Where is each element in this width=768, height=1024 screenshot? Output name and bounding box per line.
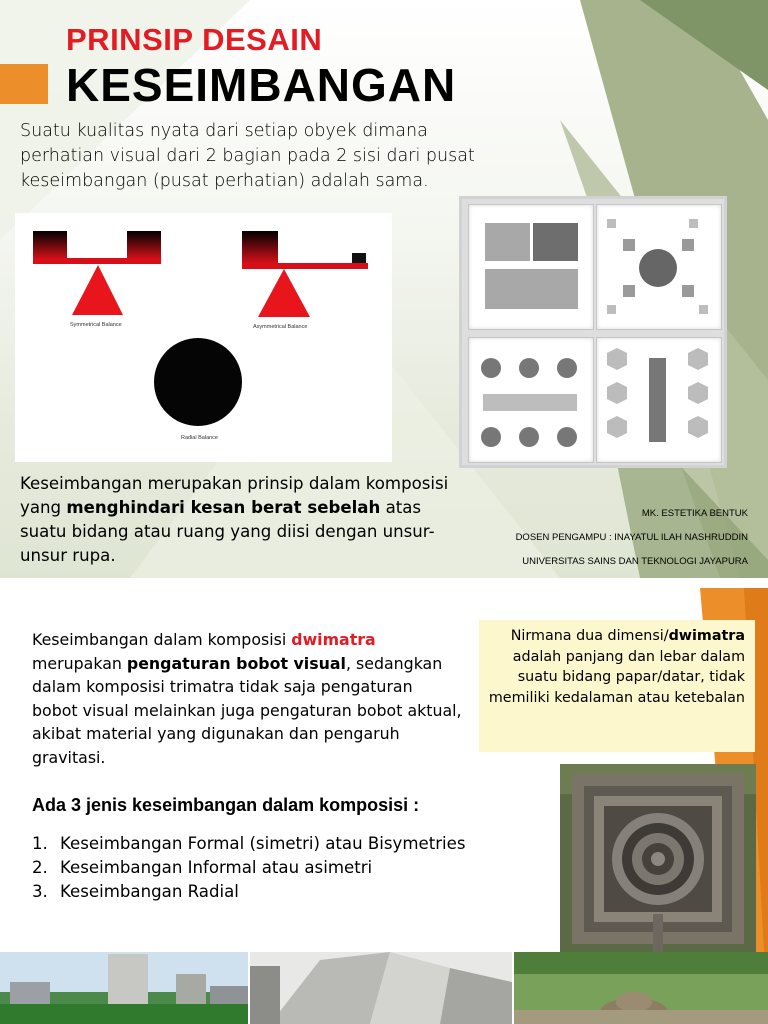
- p1-bold-visual: pengaturan bobot visual: [126, 653, 346, 673]
- balance-definition-paragraph: [20, 472, 450, 568]
- slide-2: [0, 588, 768, 1024]
- balance-diagram-svg: [15, 213, 392, 462]
- credit-course: MK. ESTETIKA BENTUK: [641, 508, 748, 519]
- list-number: 3.: [32, 882, 48, 901]
- composition-examples-grid: [459, 196, 727, 468]
- city-skyline-photo: [0, 952, 248, 1024]
- list-text: Keseimbangan Informal atau asimetri: [60, 858, 373, 877]
- grid-cell-radial-circle: [596, 204, 722, 330]
- borobudur-aerial-photo: [560, 764, 756, 952]
- modern-building-photo: [250, 952, 512, 1024]
- title-prinsip-desain: PRINSIP DESAIN: [66, 22, 323, 57]
- list-number: 2.: [32, 858, 48, 877]
- title-keseimbangan: KESEIMBANGAN: [66, 59, 457, 111]
- asymmetrical-caption: Asymmetrical Balance: [253, 324, 308, 330]
- radial-caption: Radial Balance: [181, 435, 218, 441]
- grid-cell-hexagons-bar: [596, 337, 722, 463]
- note-text-c: adalah panjang dan lebar dalam suatu bidang papar/datar, tidak memiliki kedalaman atau ketebalan: [488, 648, 745, 706]
- para2-bold: menghindari kesan berat sebelah: [66, 498, 381, 517]
- accent-orange-square: [0, 64, 48, 104]
- p1-text-e: , sedangkan dalam komposisi trimatra tidak saja pengaturan bobot visual melainkan juga pengaturan bobot aktual, akibat material yang digunakan dan pengaruh gravitasi.: [32, 653, 462, 767]
- nirmana-note-box: [479, 620, 755, 752]
- credit-university: UNIVERSITAS SAINS DAN TEKNOLOGI JAYAPURA: [522, 556, 748, 567]
- grid-cell-dots-bar: [468, 337, 594, 463]
- note-bold: dwimatra: [668, 628, 745, 644]
- list-text: Keseimbangan Radial: [60, 882, 239, 901]
- p1-dwimatra: dwimatra: [291, 630, 376, 649]
- asymmetrical-balance-scale: [242, 231, 368, 317]
- para2-text-a: Keseimbangan merupakan prinsip dalam komposisi yang: [20, 474, 449, 517]
- para2-text-b: atas suatu bidang atau ruang yang diisi dengan unsur-unsur rupa.: [20, 498, 435, 565]
- dwimatra-paragraph: [32, 628, 462, 769]
- radial-balance-circle: [154, 338, 242, 426]
- symmetrical-caption: Symmetrical Balance: [70, 322, 122, 328]
- list-item: [32, 856, 466, 880]
- list-item: [32, 880, 466, 904]
- grid-cell-formal-rectangles: [468, 204, 594, 330]
- list-number: 1.: [32, 834, 48, 853]
- balance-types-heading: Ada 3 jenis keseimbangan dalam komposisi :: [32, 795, 420, 815]
- balance-types-list: [32, 832, 466, 904]
- symmetrical-balance-scale: [33, 231, 161, 315]
- course-credits: [516, 502, 748, 574]
- intro-paragraph: Suatu kualitas nyata dari setiap obyek dimana perhatian visual dari 2 bagian pada 2 sisi dari pusat keseimbangan (pusat perhatian) adalah sama.: [20, 121, 475, 191]
- credit-lecturer: DOSEN PENGAMPU : INAYATUL ILAH NASHRUDDIN: [515, 532, 748, 543]
- temple-stupa-photo: [514, 952, 768, 1024]
- note-text-a: Nirmana dua dimensi/: [510, 628, 669, 644]
- p1-text-c: merupakan: [32, 653, 127, 673]
- p1-text-a: Keseimbangan dalam komposisi: [32, 630, 292, 649]
- balance-types-diagram: [15, 213, 392, 462]
- list-text: Keseimbangan Formal (simetri) atau Bisymetries: [60, 834, 466, 853]
- list-item: [32, 832, 466, 856]
